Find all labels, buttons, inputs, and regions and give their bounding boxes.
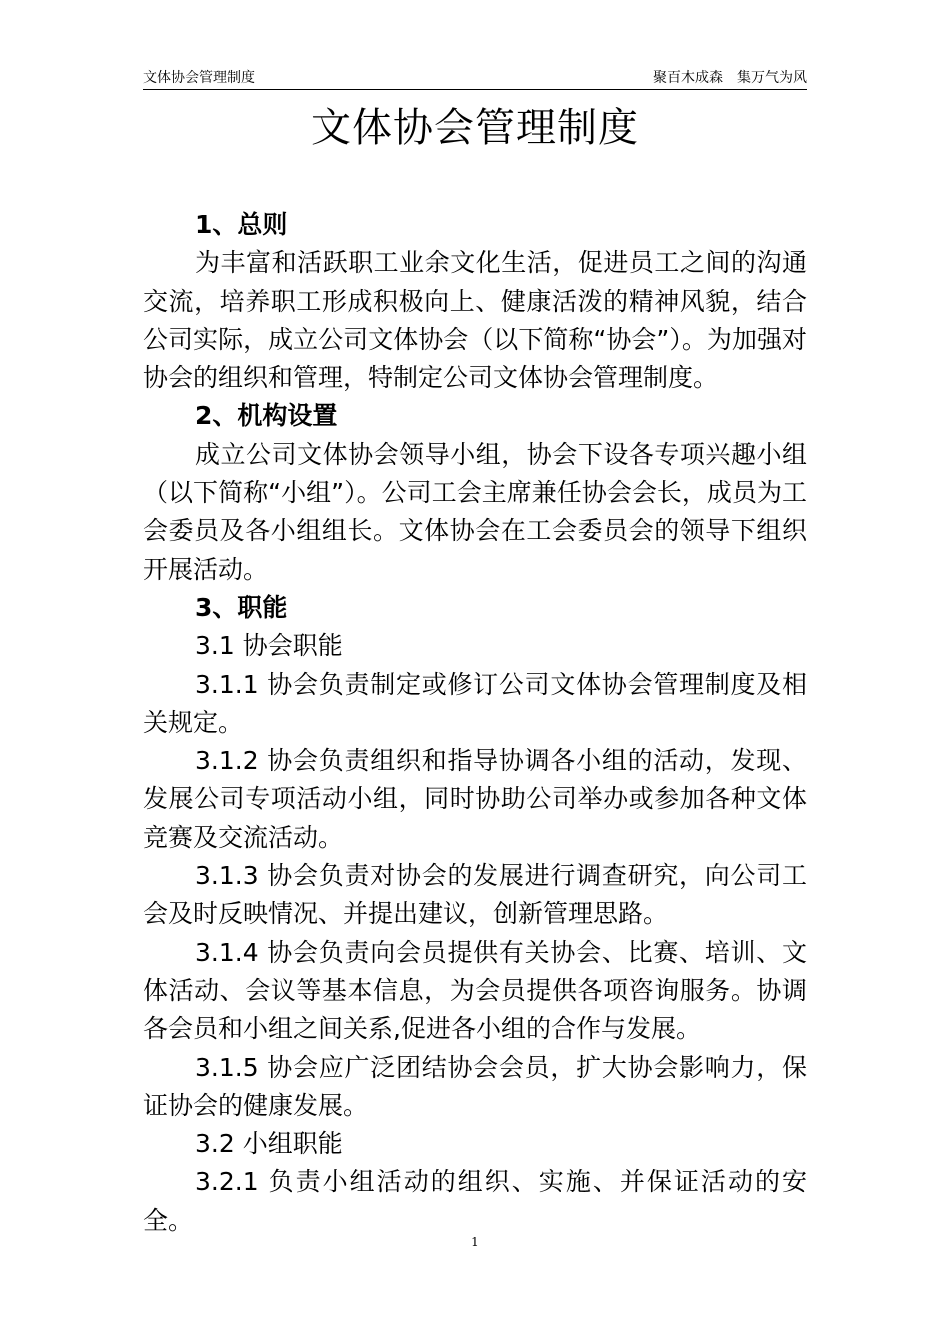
page-title: 文体协会管理制度 bbox=[311, 105, 639, 151]
paragraph-3-1-5: 3.1.5 协会应广泛团结协会会员，扩大协会影响力，保证协会的健康发展。 bbox=[143, 1052, 807, 1120]
page-number: 1 bbox=[471, 1235, 479, 1249]
page-header bbox=[143, 68, 807, 90]
subheading-group-functions: 3.2 小组职能 bbox=[195, 1129, 343, 1159]
header-motto: 聚百木成森 集万气为风 bbox=[653, 70, 807, 86]
header-document-title: 文体协会管理制度 bbox=[143, 70, 255, 86]
document-body bbox=[143, 206, 807, 1240]
paragraph-3-1-2: 3.1.2 协会负责组织和指导协调各小组的活动，发现、发展公司专项活动小组，同时协助公司举办或参加各种文体竞赛及交流活动。 bbox=[143, 746, 807, 852]
paragraph-organization: 成立公司文体协会领导小组，协会下设各专项兴趣小组（以下简称“小组”）。公司工会主席兼任协会会长，成员为工会委员及各小组组长。文体协会在工会委员会的领导下组织开展活动。 bbox=[143, 439, 807, 584]
paragraph-3-2-1: 3.2.1 负责小组活动的组织、实施、并保证活动的安全。 bbox=[143, 1167, 807, 1235]
subheading-association-functions: 3.1 协会职能 bbox=[195, 631, 343, 661]
paragraph-3-1-4: 3.1.4 协会负责向会员提供有关协会、比赛、培训、文体活动、会议等基本信息，为会员提供各项咨询服务。协调各会员和小组之间关系,促进各小组的合作与发展。 bbox=[143, 937, 807, 1044]
paragraph-3-1-3: 3.1.3 协会负责对协会的发展进行调查研究，向公司工会及时反映情况、并提出建议，创新管理思路。 bbox=[143, 861, 807, 929]
section-heading-functions: 3、职能 bbox=[195, 592, 288, 622]
section-heading-organization: 2、机构设置 bbox=[195, 401, 338, 431]
paragraph-general: 为丰富和活跃职工业余文化生活，促进员工之间的沟通交流，培养职工形成积极向上、健康活泼的精神风貌，结合公司实际，成立公司文体协会（以下简称“协会”）。为加强对协会的组织和管理，特制定公司文体协会管理制度。 bbox=[143, 248, 807, 393]
paragraph-3-1-1: 3.1.1 协会负责制定或修订公司文体协会管理制度及相关规定。 bbox=[143, 669, 807, 737]
section-heading-general: 1、总则 bbox=[195, 210, 288, 239]
